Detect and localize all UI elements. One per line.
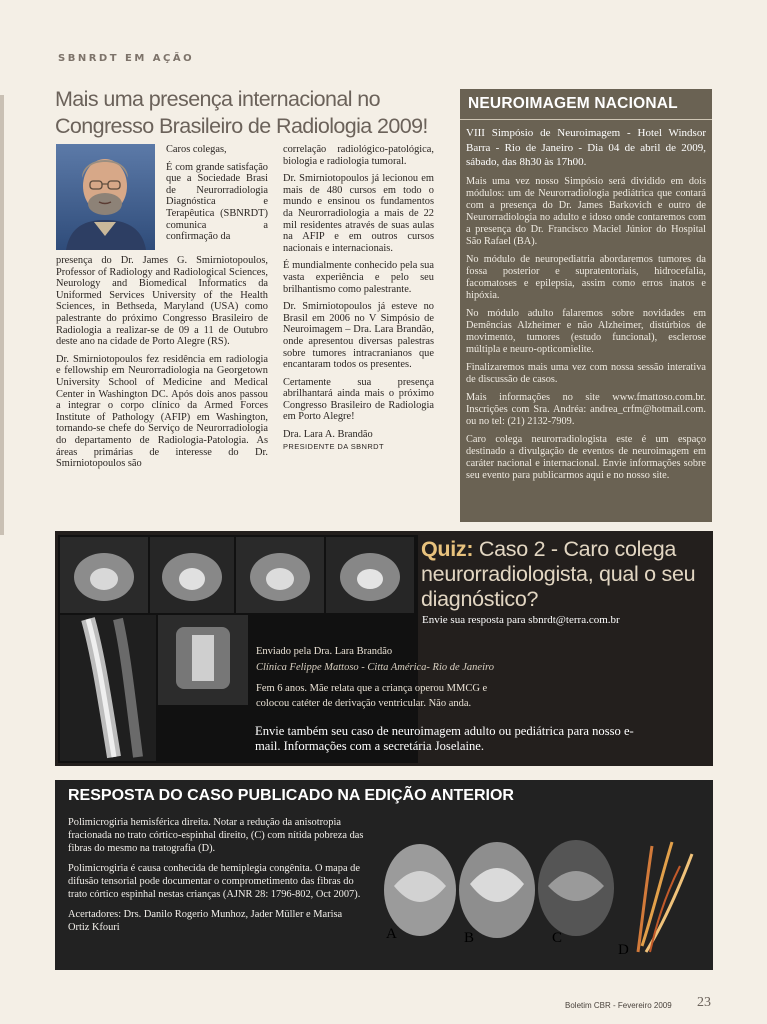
headline-line-2: Congresso Brasileiro de Radiologia 2009! xyxy=(55,114,428,138)
quiz-sender: Enviado pela Dra. Lara Brandão xyxy=(256,646,393,657)
col2-paragraph-1: correlação radiológico-patológica, biologia e radiologia tumoral. xyxy=(283,144,434,167)
sidebar-divider xyxy=(460,119,712,120)
quiz-invite: Envie também seu caso de neuroimagem adulto ou pediátrica para nosso e-mail. Informações com a secretária Joselaine. xyxy=(255,724,634,753)
image-label-a: A xyxy=(386,926,397,942)
answer-paragraph-1: Polimicrogiria hemisférica direita. Notar a redução da anisotropia fracionada no trato córtico-espinhal direito, (C) com nítida pobreza das fibras do mesmo na tratografia (D). xyxy=(68,817,364,854)
sidebar-title: NEUROIMAGEM NACIONAL xyxy=(468,95,678,112)
intro-paragraph-part1: É com grande satisfação que a Sociedade Brasi de Neurorradiologia Diagnóstica e Terapêutica (SBNRDT) comunica a confirmação da xyxy=(166,161,268,243)
answer-winners: Acertadores: Drs. Danilo Rogerio Munhoz, Jader Müller e Marisa Ortiz Kfouri xyxy=(68,909,343,933)
col2-paragraph-4: Dr. Smirniotopoulos já esteve no Brasil em 2006 no V Simpósio de Neuroimagem – Dra. Lara Brandão, onde apresentou diversas palestras sobre tumores intracranianos que encantaram todos os presentes. xyxy=(283,301,434,371)
article-intro-narrow xyxy=(166,144,268,249)
intro-paragraph-part2: presença do Dr. James G. Smirniotopoulos, Professor of Radiology and Radiological Sciences, Neurology and Biomedical Informatics da Uniformed Services University of the Health Sciences, in Bethseda, Maryland (USA) como palestrante do próximo Congresso Brasileiro de Radiologia a realizar-se de 09 a 11 de Outubro deste ano na cidade de Porto Alegre (RS). xyxy=(56,255,268,348)
quiz-title xyxy=(421,537,711,612)
quiz-case-line-2: colocou catéter de derivação ventricular. Não anda. xyxy=(256,698,472,709)
sidebar-paragraph: Mais informações no site www.fmattoso.com.br. Inscrições com Sra. Andréa: andrea_crfm@hotmail.com. ou no tel: (21) 2132-7909. xyxy=(466,392,706,427)
left-edge-strip xyxy=(0,95,4,535)
sidebar-paragraph: Finalizaremos mais uma vez com nossa sessão interativa de discussão de casos. xyxy=(466,362,706,385)
article-headline xyxy=(55,86,450,140)
section-label: SBNRDT EM AÇÃO xyxy=(58,53,195,64)
portrait-photo xyxy=(56,144,155,250)
sidebar-body xyxy=(466,176,706,488)
answer-body xyxy=(68,816,364,941)
quiz-case-description xyxy=(256,681,556,711)
image-label-d: D xyxy=(618,942,629,958)
quiz-email-line: Envie sua resposta para sbnrdt@terra.com.br xyxy=(422,614,620,626)
sidebar-paragraph: Caro colega neurorradiologista este é um espaço destinado a divulgação de eventos de neuroimagem em caráter nacional e internacional. Envie informações sobre seu evento para publicarmos aqui e no nosso site. xyxy=(466,434,706,481)
footer-publication: Boletim CBR - Fevereiro 2009 xyxy=(565,1001,672,1010)
article-column-1 xyxy=(56,255,268,476)
col2-paragraph-5: Certamente sua presença abrilhantará ainda mais o próximo Congresso Brasileiro de Radiologia em Porto Alegre! xyxy=(283,376,434,423)
sidebar-paragraph: No módulo adulto falaremos sobre novidades em Demências Alzheimer e não Alzheimer, distúrbios de movimento, tumores (estudo funcional), esclerose múltipla e neuro-opticomielite. xyxy=(466,308,706,355)
signature-role: PRESIDENTE DA SBNRDT xyxy=(283,441,384,451)
residency-paragraph: Dr. Smirniotopoulos fez residência em radiologia e fellowship em Neurorradiologia na Georgetown University School of Medicine and Medical Center in Washington DC. Após dois anos passou a integrar o corpo clínico da Armed Forces Institute of Pathology (AFIP) em Washington, tornando-se chefe do Serviço de Neurorradiologia do departamento de Radiologia-Patologia. As áreas primárias de interesse do Dr. Smirniotopoulos são xyxy=(56,353,268,470)
answer-paragraph-2: Polimicrogiria é causa conhecida de hemiplegia congênita. O mapa de difusão tensorial pode documentar o comprometimento das fibras do trato córtico espinhal nestas crianças (AJNR 28: 1796-802, Oct 2007). xyxy=(68,863,361,900)
signature-name: Dra. Lara A. Brandão xyxy=(283,429,373,441)
salutation: Caros colegas, xyxy=(166,144,227,155)
quiz-case-line-1: Fem 6 anos. Mãe relata que a criança operou MMCG e xyxy=(256,683,488,694)
image-label-b: B xyxy=(464,930,475,946)
quiz-title-rest: Caso 2 - Caro colega neurorradiologista, qual o seu diagnóstico? xyxy=(421,537,696,611)
headline-line-1: Mais uma presença internacional no xyxy=(55,87,380,111)
sidebar-paragraph: Mais uma vez nosso Simpósio será dividido em dois módulos: um de Neurorradiologia pediátrica que contará com a presença do Dr. James Barkovich e outro de Neurorradiologia no adulto e idoso onde contaremos com a presença do Dr. Francisco Maciel Júnior do Hospital São Rafael (BA). xyxy=(466,176,706,247)
page-number: 23 xyxy=(697,995,711,1010)
sidebar-paragraph: No módulo de neuropediatria abordaremos tumores da fossa posterior e supratentoriais, hidrocefalia, facomatoses e epilepsia, assim como erros inatos e hipóxia. xyxy=(466,254,706,301)
col2-paragraph-3: É mundialmente conhecido pela sua vasta experiência e pelo seu brilhantismo como palestrante. xyxy=(283,260,434,295)
col2-paragraph-2: Dr. Smirniotopoulos já lecionou em mais de 480 cursos em todo o mundo e ensinou os fundamentos da Neurorradiologia a mais de 22 mil residentes através de suas aulas na AFIP e em outros cursos nacionais e internacionais. xyxy=(283,173,434,254)
image-label-c: C xyxy=(552,930,563,946)
article-column-2 xyxy=(283,144,434,452)
answer-mri-images xyxy=(380,826,708,958)
quiz-clinic: Clínica Felippe Mattoso - Citta América- Rio de Janeiro xyxy=(256,662,494,673)
sidebar-lead: VIII Simpósio de Neuroimagem - Hotel Windsor Barra - Rio de Janeiro - Dia 04 de abril de 2009, sábado, das 8h30 às 17h00. xyxy=(466,127,706,169)
quiz-sender-block xyxy=(256,644,494,676)
answer-title: RESPOSTA DO CASO PUBLICADO NA EDIÇÃO ANTERIOR xyxy=(68,787,514,804)
quiz-title-bold: Quiz: xyxy=(421,537,474,561)
